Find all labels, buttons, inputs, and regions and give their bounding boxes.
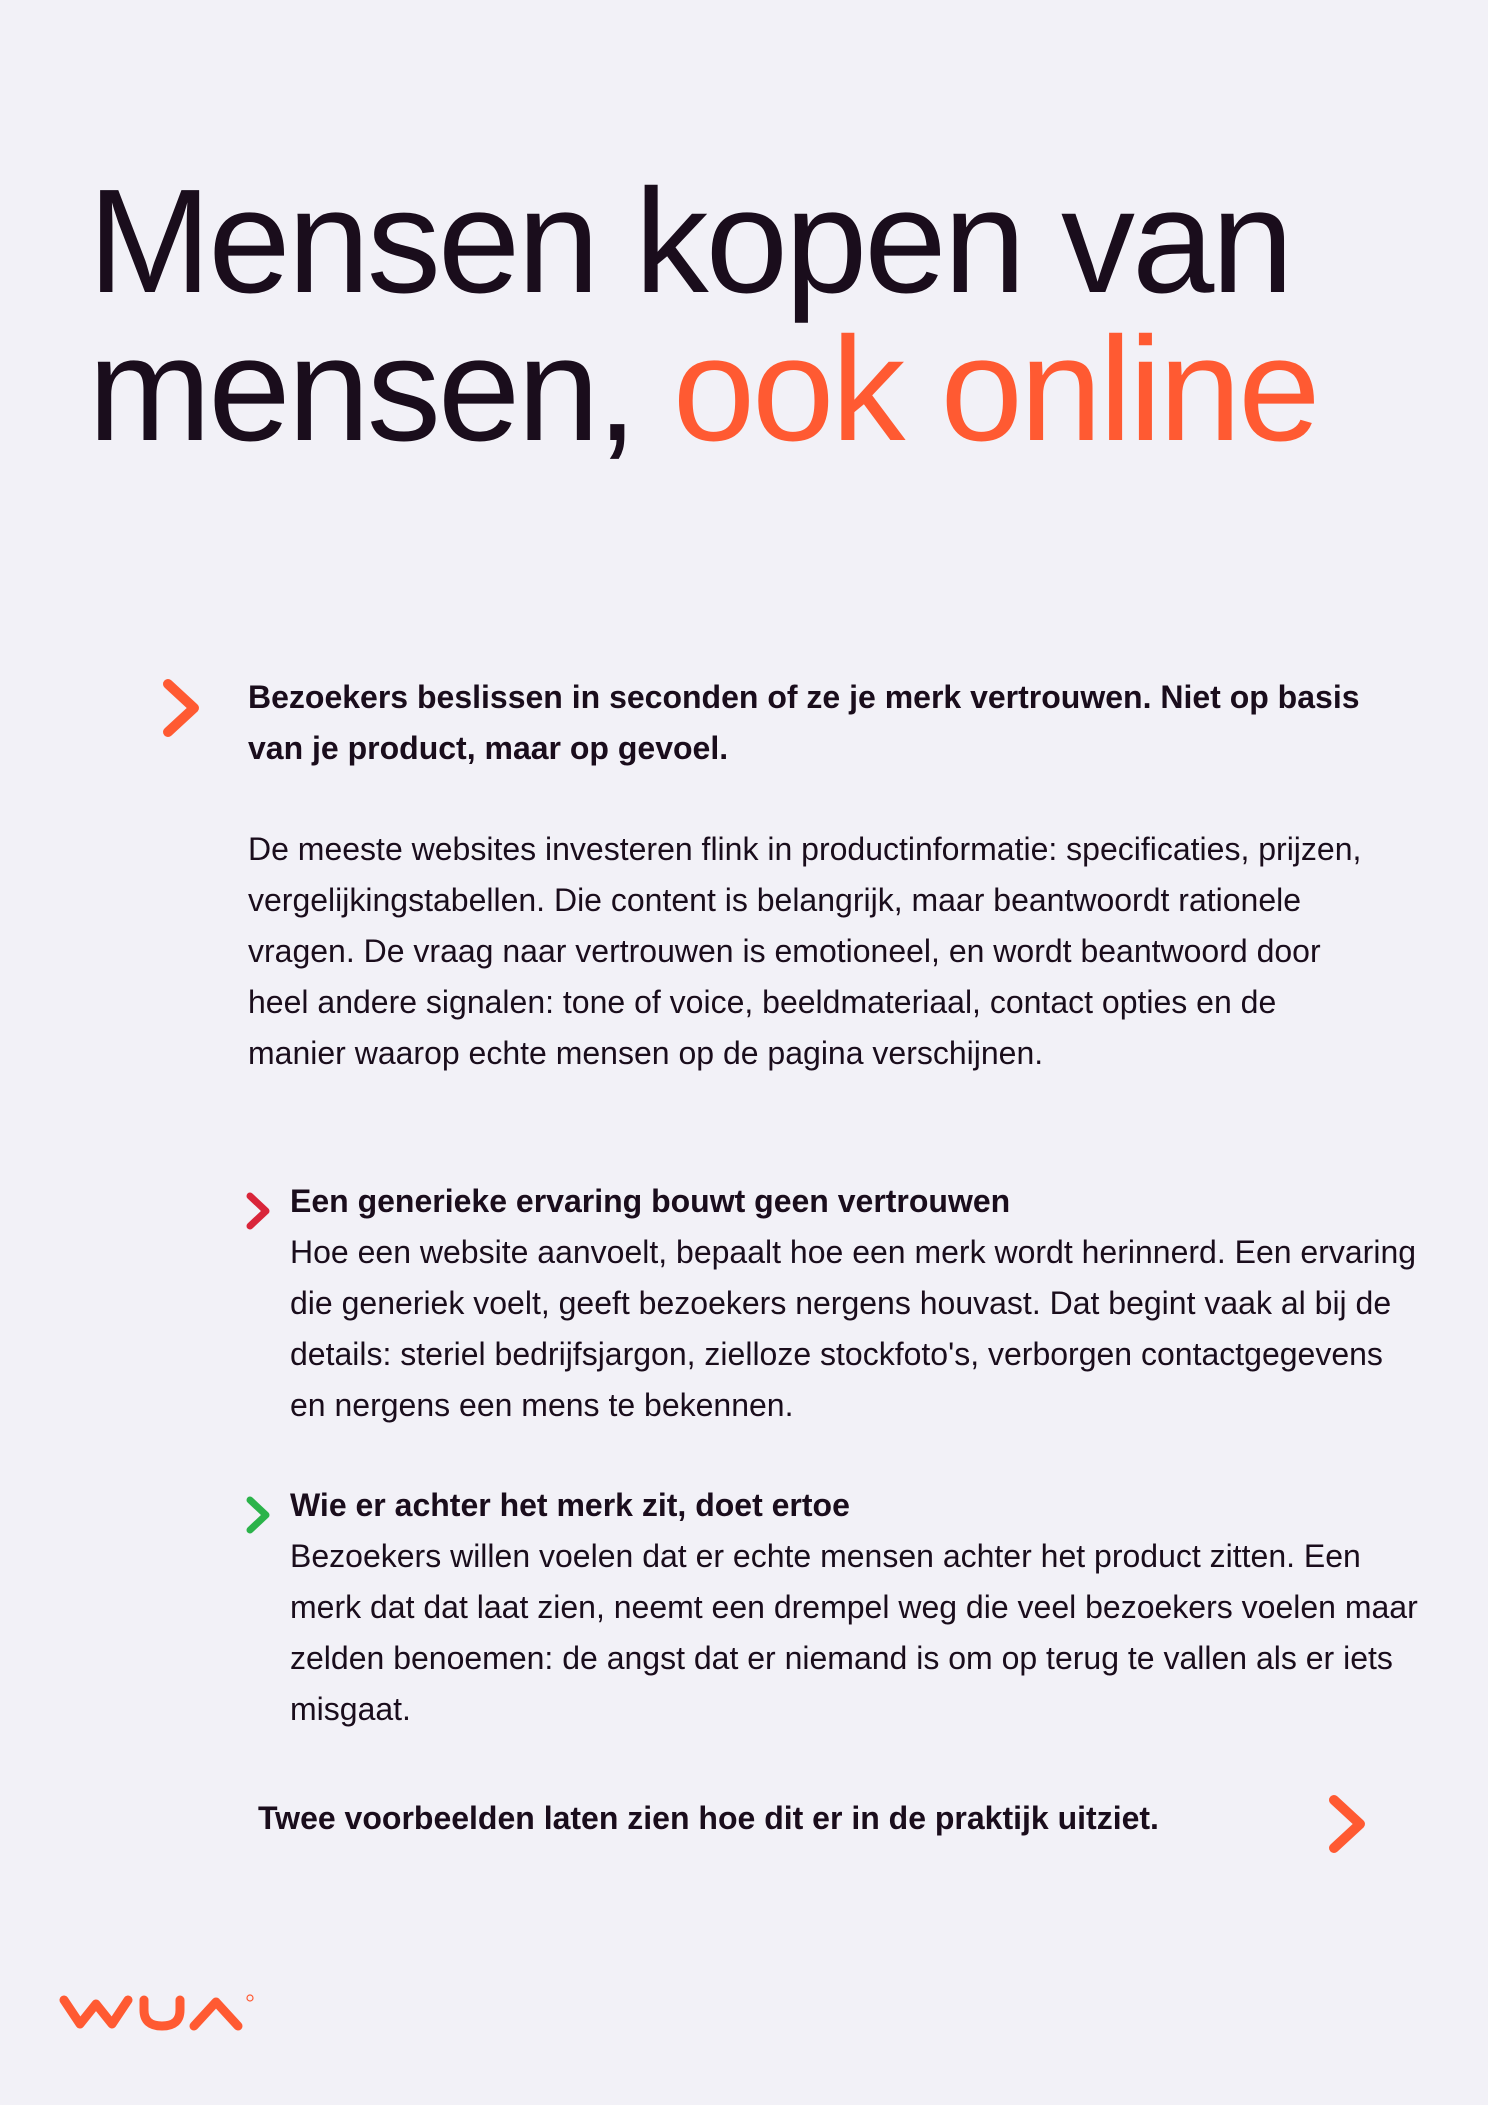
- section-body: Hoe een website aanvoelt, bepaalt hoe een merk wordt herinnerd. Een ervaring die generiek voelt, geeft bezoekers nergens houvast. Dat begint vaak al bij de details: steriel bedrijfsjargon, zielloze stockfoto's, verborgen contactgegevens en nergens een mens te bekennen.: [290, 1234, 1417, 1423]
- section-body: Bezoekers willen voelen dat er echte mensen achter het product zitten. Een merk dat dat laat zien, neemt een drempel weg die veel bezoekers voelen maar zelden benoemen: de angst dat er niemand is om op terug te vallen als er iets misgaat.: [290, 1538, 1418, 1727]
- section-title: Wie er achter het merk zit, doet ertoe: [290, 1487, 850, 1523]
- cta-text: Twee voorbeelden laten zien hoe dit er in de praktijk uitziet.: [258, 1800, 1159, 1836]
- intro-lead: Bezoekers beslissen in seconden of ze je merk vertrouwen. Niet op basis van je product, maar op gevoel.: [248, 679, 1360, 766]
- chevron-right-icon: [160, 676, 204, 740]
- wua-logo: [58, 1990, 258, 2041]
- section-generic-experience: [290, 1176, 1420, 1431]
- chevron-right-icon[interactable]: [1326, 1792, 1370, 1856]
- page-title: [88, 159, 1408, 472]
- section-title: Een generieke ervaring bouwt geen vertrouwen: [290, 1183, 1011, 1219]
- chevron-right-icon: [244, 1494, 274, 1536]
- intro-body: De meeste websites investeren flink in productinformatie: specificaties, prijzen, vergelijkingstabellen. Die content is belangrijk, maar beantwoordt rationele vragen. De vraag naar vertrouwen is emotioneel, en wordt beantwoord door heel andere signalen: tone of voice, beeldmateriaal, contact opties en de manier waarop echte mensen op de pagina verschijnen.: [248, 831, 1362, 1071]
- chevron-right-icon: [244, 1190, 274, 1232]
- section-people-behind-brand: [290, 1480, 1420, 1735]
- title-accent: ook online: [672, 307, 1318, 472]
- title-main: Mensen kopen van mensen,: [88, 159, 1291, 472]
